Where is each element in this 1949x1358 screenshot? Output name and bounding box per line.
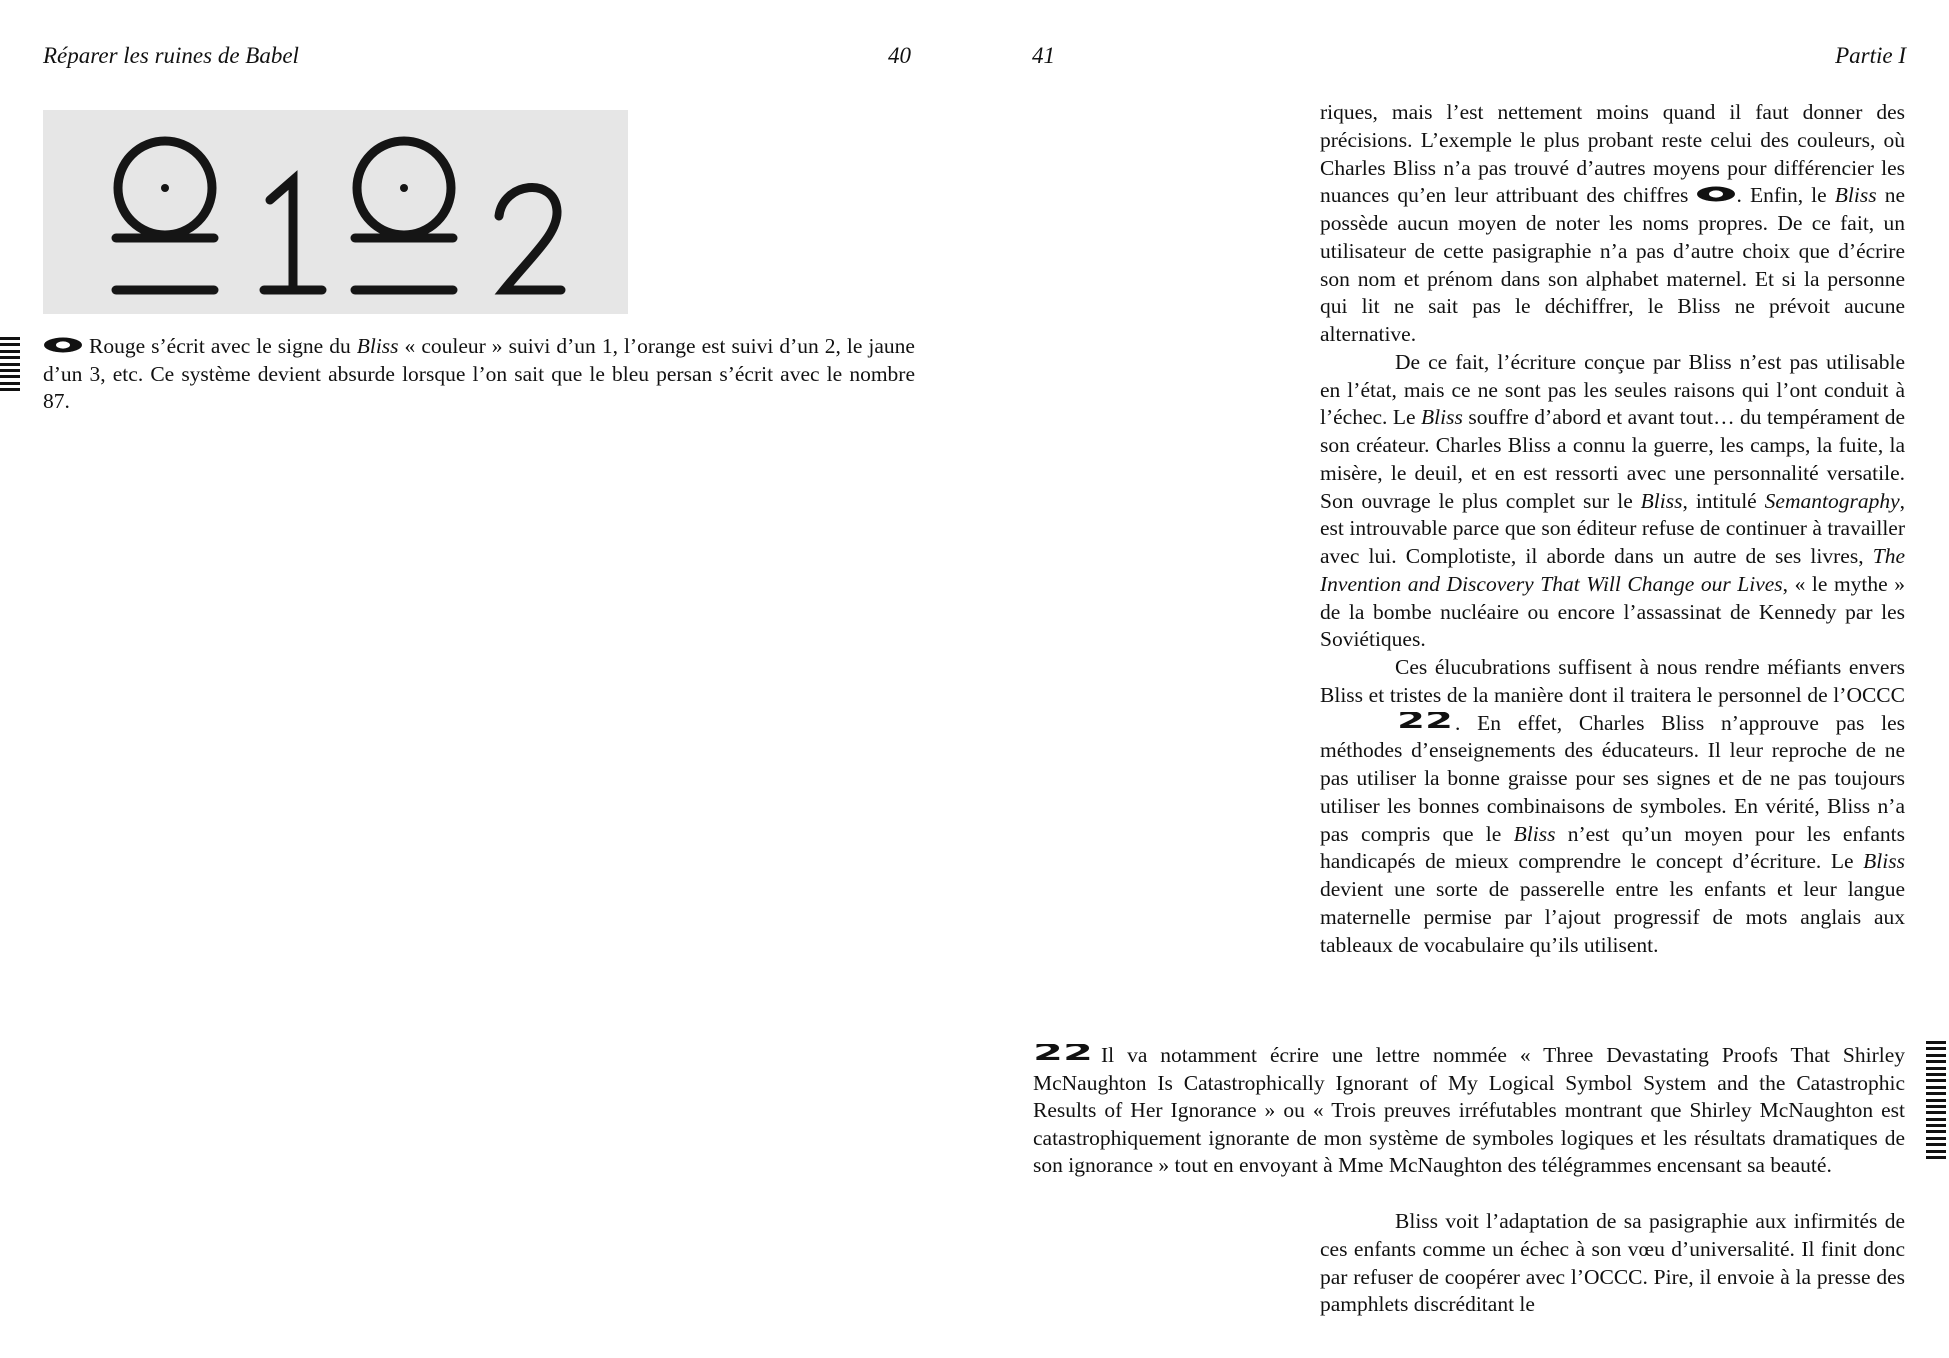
body-p2-text-5: , « le mythe » de la bombe nucléaire ou encore l’assassinat de Kennedy par les Soviétiques.: [1320, 571, 1905, 652]
footnote-22-icon: [1033, 1042, 1095, 1070]
body-p1-text-2: . Enfin, le: [1736, 183, 1835, 208]
footnote-22-inline-icon: [1322, 710, 1455, 738]
body-paragraph-4: Bliss voit l’adaptation de sa pasigraphie aux infirmités de ces enfants comme un échec à son vœu d’universalité. Il finit donc par refuser de coopérer avec l’OCCC. Pire, il envoie à la presse des pamphlets discréditant le: [1320, 1209, 1905, 1317]
body-text-column-bottom: [1320, 1208, 1905, 1319]
footnote-22: [1033, 1042, 1905, 1180]
bliss-symbols-figure: [43, 110, 628, 314]
svg-text:22: 22: [1397, 711, 1453, 730]
footnote-left-italic-bliss: Bliss: [356, 334, 399, 358]
digit-2-glyph: [499, 187, 561, 290]
running-head-right-title: Partie I: [1835, 43, 1906, 68]
body-paragraph-2: [1320, 349, 1905, 654]
page-number-right: 41: [1032, 43, 1055, 68]
footnote-left-text-1: Rouge s’écrit avec le signe du: [89, 334, 357, 358]
footnote-left-text-2: « couleur » suivi d’un 1, l’orange est suivi d’un 2, le jaune d’un 3, etc. Ce système devient absurde lorsque l’on sait que le bleu persan s’écrit avec le nombre 87.: [43, 334, 915, 414]
body-p2-italic-book-title: The Invention and Discovery That Will Change our Lives: [1320, 544, 1905, 596]
footnote-color-numbers: [43, 333, 915, 416]
body-p3-italic-bliss-2: Bliss: [1863, 849, 1905, 874]
body-p3-text-1: Ces élucubrations suffisent à nous rendre méfiants envers Bliss et tristes de la manière dont il traitera le personnel de l’OCCC: [1320, 655, 1905, 707]
running-head-left-title: Réparer les ruines de Babel: [43, 43, 299, 68]
body-paragraph-3: [1320, 654, 1905, 959]
body-paragraph-1: [1320, 99, 1905, 349]
bliss-color-eye-icon: [43, 333, 83, 361]
svg-text:22: 22: [1033, 1044, 1093, 1062]
body-p3-text-4: devient une sorte de passerelle entre les enfants et leur langue maternelle permise par l’ajout progressif de mots anglais aux tableaux de vocabulaire qu’ils utilisent.: [1320, 877, 1905, 957]
body-p1-text-1: riques, mais l’est nettement moins quand il faut donner des précisions. L’exemple le plus probant reste celui des couleurs, où Charles Bliss n’a pas trouvé d’autres moyens pour différencier les nuances qu’en leur attribuant des chiffres: [1320, 100, 1905, 208]
page-number-left: 40: [888, 43, 911, 68]
body-p2-text-3: , intitulé: [1682, 488, 1765, 513]
body-p3-italic-bliss-1: Bliss: [1513, 821, 1556, 846]
digit-1-glyph: [264, 180, 322, 290]
body-p2-italic-semantography: Semantography: [1764, 488, 1900, 513]
body-p2-italic-bliss-1: Bliss: [1421, 405, 1463, 430]
bliss-color-eye-icon-inline: [1696, 182, 1736, 210]
body-p2-text-1: De ce fait, l’écriture conçue par Bliss n’est pas utilisable en l’état, mais ce ne sont pas les seules raisons qui l’ont conduit à l’échec. Le: [1320, 349, 1905, 430]
body-p1-text-3: ne possède aucun moyen de noter les noms propres. De ce fait, un utilisateur de cette pasigraphie n’a pas d’autre choix que d’écrire son nom et prénom dans son alphabet maternel. Et si la personne qui lit ne sait pas le déchiffrer, le Bliss ne prévoit aucune alternative.: [1320, 183, 1905, 346]
body-p3-text-2: . En effet, Charles Bliss n’approuve pas les méthodes d’enseignements des éducateurs. Il leur reproche de ne pas utiliser la bonne graisse pour ses signes et de ne pas toujours utiliser les bonnes combinaisons de symboles. En vérité, Bliss n’a pas compris que le: [1320, 710, 1905, 846]
body-text-column-top: [1320, 99, 1905, 959]
footnote-stripe-marker-left: [0, 337, 20, 395]
body-p2-text-2: souffre d’abord et avant tout… du tempérament de son créateur. Charles Bliss a connu la guerre, les camps, la fuite, la misère, le deuil, et en est ressorti avec une personnalité versatile. Son ouvrage le plus complet sur le: [1320, 405, 1906, 513]
body-p3-text-3: n’est qu’un moyen pour les enfants handicapés de mieux comprendre le concept d’écriture. Le: [1320, 821, 1905, 874]
body-p2-italic-bliss-2: Bliss: [1640, 488, 1683, 513]
bliss-symbols-drawing: [43, 110, 628, 314]
bliss-color-symbol-2-icon: [355, 141, 453, 290]
bliss-color-symbol-1-icon: [116, 141, 214, 290]
body-p2-text-4: , est introuvable parce que son éditeur refuse de continuer à travailler avec lui. Complotiste, il aborde dans un autre de ses livres,: [1320, 488, 1905, 568]
footnote-stripe-marker-right: [1926, 1041, 1946, 1162]
body-p1-italic-bliss: Bliss: [1834, 183, 1877, 208]
footnote-right-text: Il va notamment écrire une lettre nommée « Three Devastating Proofs That Shirley McNaughton Is Catastrophically Ignorant of My Logical Symbol System and the Catastrophic Results of Her Ignorance » ou « Trois preuves irréfutables montrant que Shirley McNaughton est catastrophiquement ignorante de mon système de symboles logiques et les résultats dramatiques de son ignorance » tout en envoyant à Mme McNaughton des télégrammes encensant sa beauté.: [1033, 1043, 1905, 1178]
